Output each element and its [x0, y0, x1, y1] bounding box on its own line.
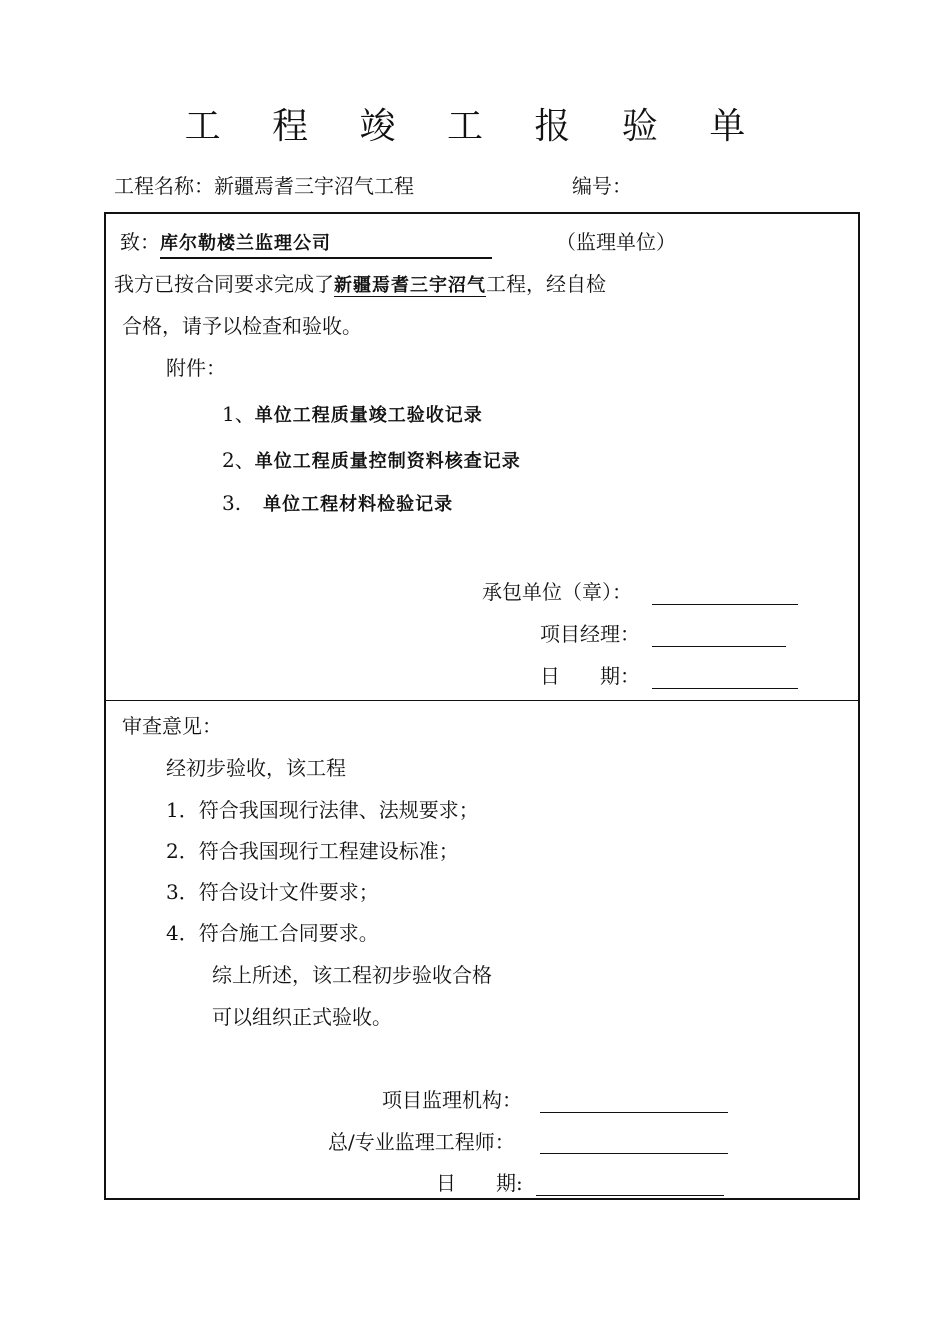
recipient-row: [120, 226, 492, 259]
review-item: 2．符合我国现行工程建设标准；: [166, 839, 459, 863]
form-box: [104, 212, 860, 1200]
attachment-text: 单位工程质量竣工验收记录: [254, 405, 483, 426]
manager-signature-line: [652, 646, 786, 647]
project-label: 工程名称：: [114, 174, 214, 198]
section-divider: [106, 700, 858, 701]
supervision-org-line: [540, 1112, 728, 1113]
attachment-item: [222, 398, 483, 427]
attachments-label: 附件：: [166, 356, 226, 380]
contractor-signature-line: [652, 604, 798, 605]
attachment-text: 单位工程材料检验记录: [263, 494, 454, 515]
number-label: 编号：: [572, 174, 632, 198]
attachment-number: 2、: [222, 448, 255, 472]
attachment-item: [222, 444, 521, 473]
review-date-label: 日 期:: [436, 1171, 523, 1195]
statement-suffix: 工程，经自检: [486, 272, 606, 296]
attachment-text: 单位工程质量控制资料核查记录: [254, 451, 521, 472]
review-item: 4．符合施工合同要求。: [166, 921, 379, 945]
review-item: 3．符合设计文件要求；: [166, 880, 379, 904]
statement-project: 新疆焉耆三宇沼气: [334, 275, 486, 296]
project-name: 新疆焉耆三宇沼气工程: [214, 174, 414, 198]
review-intro: 经初步验收，该工程: [166, 756, 346, 780]
review-item: 1．符合我国现行法律、法规要求；: [166, 798, 479, 822]
supervising-engineer-label: 总/专业监理工程师：: [328, 1130, 515, 1154]
engineer-signature-line: [540, 1153, 728, 1154]
document-title: 工 程 竣 工 报 验 单: [184, 106, 766, 147]
submission-date-line: [652, 688, 798, 689]
recipient-company: 库尔勒楼兰监理公司: [160, 229, 492, 259]
review-date-line: [536, 1195, 724, 1196]
contractor-label: 承包单位（章）：: [482, 580, 632, 604]
statement-prefix: 我方已按合同要求完成了: [114, 272, 334, 296]
supervision-org-label: 项目监理机构：: [382, 1088, 522, 1112]
project-name-row: [114, 170, 414, 199]
review-conclusion: 综上所述，该工程初步验收合格: [212, 963, 492, 987]
attachment-number: 3.: [222, 491, 242, 515]
review-conclusion-line2: 可以组织正式验收。: [212, 1005, 392, 1029]
completion-statement: [114, 268, 606, 297]
review-label: 审查意见：: [122, 714, 222, 738]
completion-statement-line2: 合格，请予以检查和验收。: [122, 314, 362, 338]
supervisor-role-label: （监理单位）: [556, 230, 676, 254]
attachment-number: 1、: [222, 402, 255, 426]
attachment-item: [222, 490, 453, 516]
project-manager-label: 项目经理：: [540, 622, 640, 646]
to-label: 致：: [120, 230, 160, 254]
submission-date-label: 日 期：: [540, 664, 640, 688]
